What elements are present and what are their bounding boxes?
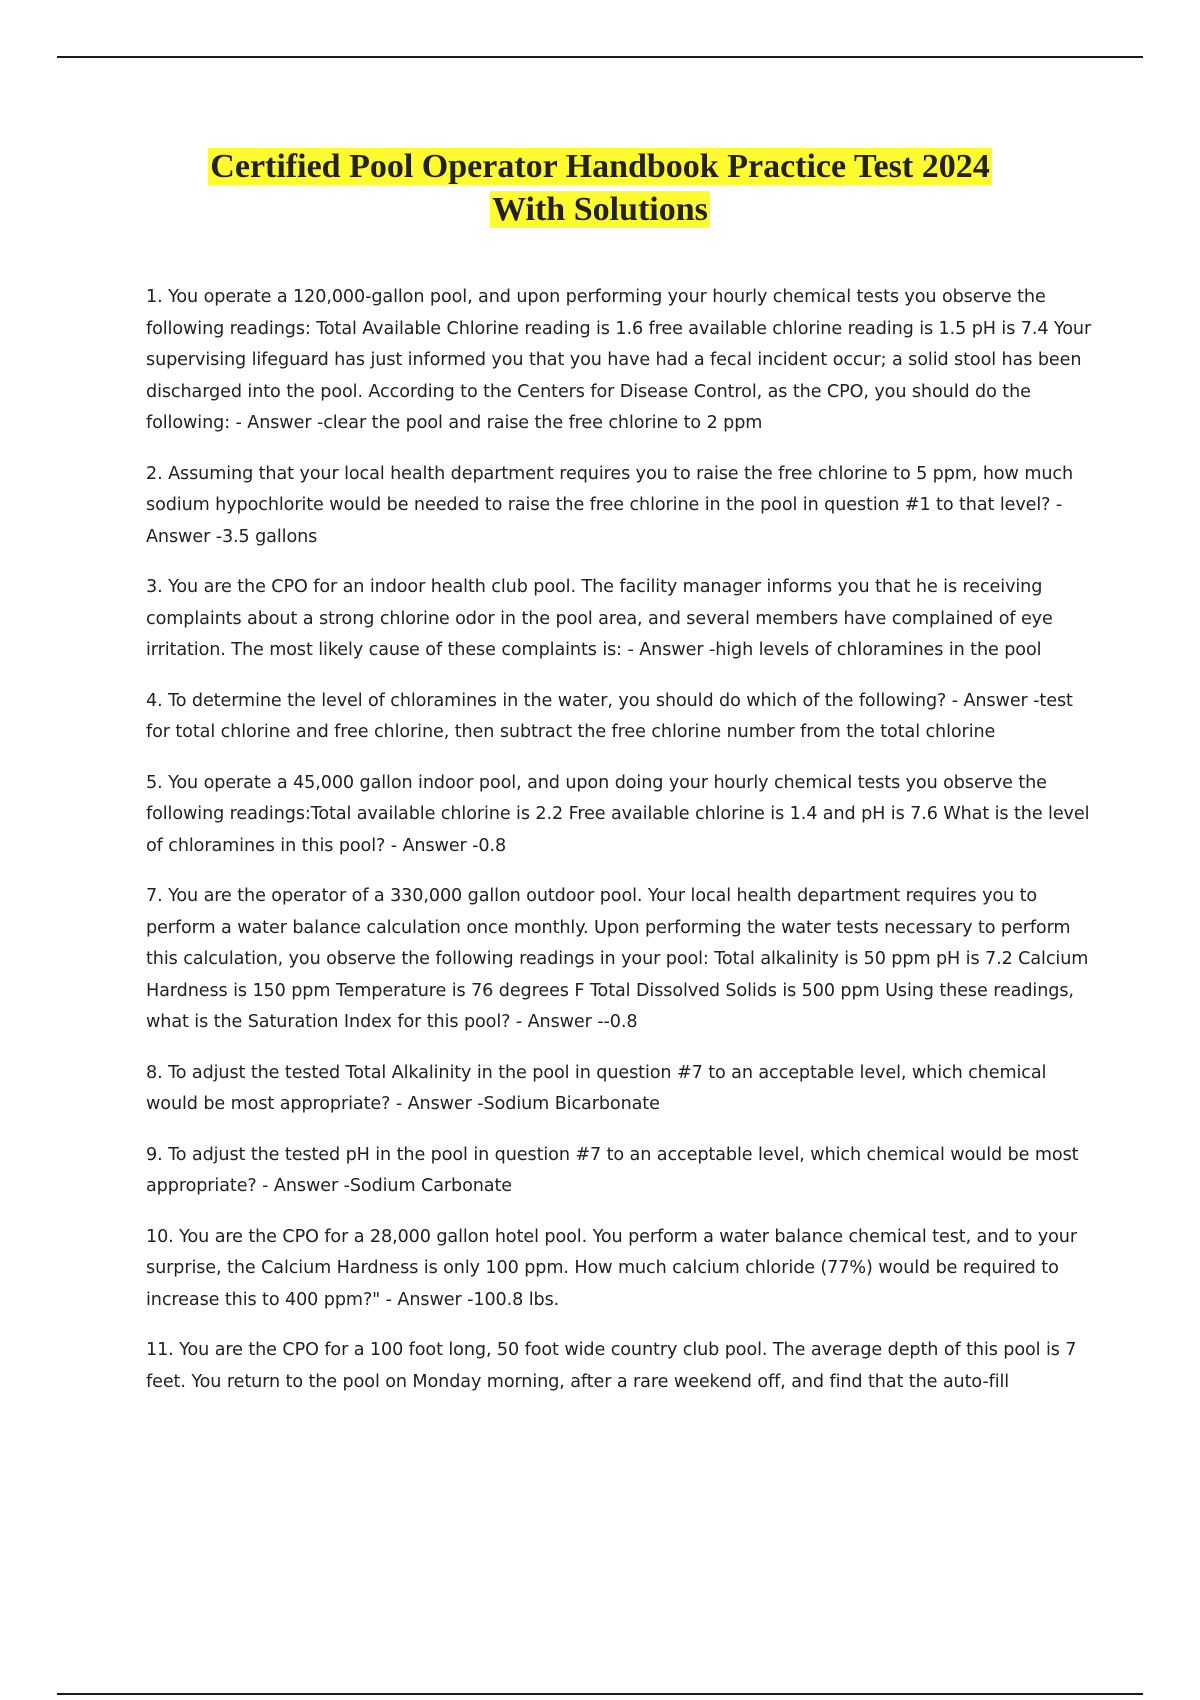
question-3: 3. You are the CPO for an indoor health club pool. The facility manager informs you that he is receiving complaints about a strong chlorine odor in the pool area, and several members have complained of eye irritation. The most likely cause of these complaints is: - Answer -high levels of chloramines in the pool (146, 577, 1053, 660)
question-10: 10. You are the CPO for a 28,000 gallon hotel pool. You perform a water balance chemical test, and to your surprise, the Calcium Hardness is only 100 ppm. How much calcium chloride (77%) would be required to increase this to 400 ppm?" - Answer -100.8 lbs. (146, 1226, 1077, 1310)
question-list (146, 282, 1096, 1417)
question-11: 11. You are the CPO for a 100 foot long, 50 foot wide country club pool. The average depth of this pool is 7 feet. You return to the pool on Monday morning, after a rare weekend off, and find that the auto-fill (146, 1340, 1077, 1392)
document-title (100, 145, 1100, 231)
title-line-1: Certified Pool Operator Handbook Practice Test 2024 (210, 148, 990, 185)
bottom-rule (57, 1693, 1143, 1695)
top-rule (57, 56, 1143, 58)
question-7: 7. You are the operator of a 330,000 gallon outdoor pool. Your local health department requires you to perform a water balance calculation once monthly. Upon performing the water tests necessary to perform this calculation, you observe the following readings in your pool: Total alkalinity is 50 ppm pH is 7.2 Calcium Hardness is 150 ppm Temperature is 76 degrees F Total Dissolved Solids is 500 ppm Using these readings, what is the Saturation Index for this pool? - Answer --0.8 (146, 886, 1089, 1032)
question-4: 4. To determine the level of chloramines in the water, you should do which of the following? - Answer -test for total chlorine and free chlorine, then subtract the free chlorine number from the total chlorine (146, 690, 1073, 742)
question-9: 9. To adjust the tested pH in the pool in question #7 to an acceptable level, which chemical would be most appropriate? - Answer -Sodium Carbonate (146, 1144, 1079, 1196)
question-1: 1. You operate a 120,000-gallon pool, and upon performing your hourly chemical tests you observe the following readings: Total Available Chlorine reading is 1.6 free available chlorine reading is 1.5 pH is 7.4 Your supervising lifeguard has just informed you that you have had a fecal incident occur; a solid stool has been discharged into the pool. According to the Centers for Disease Control, as the CPO, you should do the following: - Answer -clear the pool and raise the free chlorine to 2 ppm (146, 287, 1092, 433)
title-line-2: With Solutions (492, 191, 708, 228)
question-2: 2. Assuming that your local health department requires you to raise the free chlorine to 5 ppm, how much sodium hypochlorite would be needed to raise the free chlorine in the pool in question #1 to that level? - Answer -3.5 gallons (146, 463, 1074, 547)
question-5: 5. You operate a 45,000 gallon indoor pool, and upon doing your hourly chemical tests you observe the following readings:Total available chlorine is 2.2 Free available chlorine is 1.4 and pH is 7.6 What is the level of chloramines in this pool? - Answer -0.8 (146, 772, 1090, 856)
question-8: 8. To adjust the tested Total Alkalinity in the pool in question #7 to an acceptable level, which chemical would be most appropriate? - Answer -Sodium Bicarbonate (146, 1062, 1047, 1114)
